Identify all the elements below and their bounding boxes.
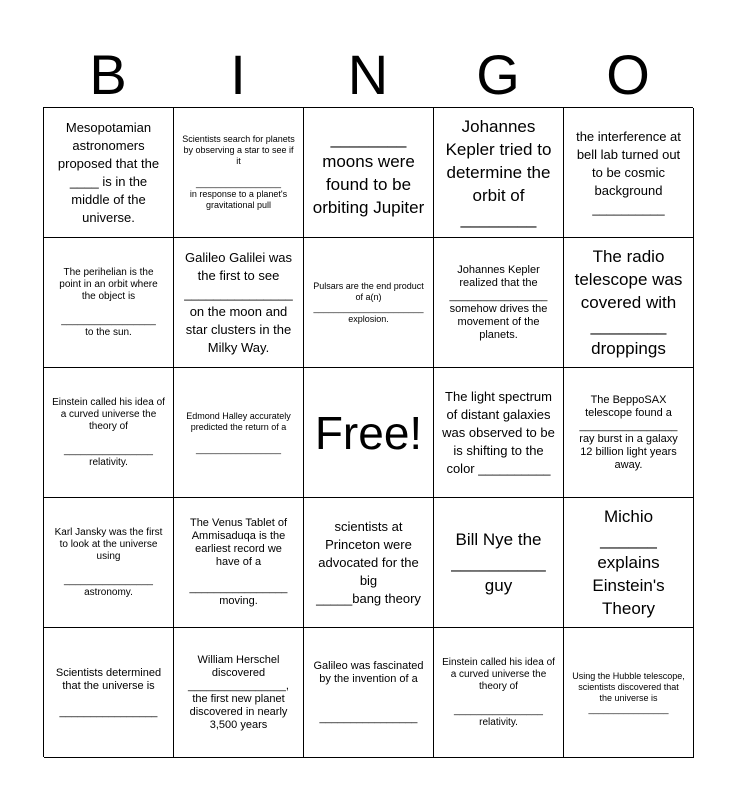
cell-text: Scientists search for planets by observing a star to see if it _________________ in response to a planet's gravitational pull <box>182 134 295 210</box>
cell-text: The radio telescope was covered with ________ droppings <box>574 247 683 358</box>
bingo-cell[interactable] <box>304 498 434 628</box>
bingo-cell[interactable] <box>304 628 434 758</box>
header-letter-b: B <box>89 43 127 106</box>
bingo-cell[interactable] <box>564 628 694 758</box>
bingo-cell[interactable] <box>44 108 174 238</box>
cell-text: The light spectrum of distant galaxies was observed to be is shifting to the color __________ <box>442 388 555 476</box>
cell-text: ________ moons were found to be orbiting Jupiter <box>312 128 425 217</box>
cell-text: Einstein called his idea of a curved universe the theory of ________________ relativity. <box>52 396 165 468</box>
bingo-cell[interactable] <box>434 238 564 368</box>
cell-text: William Herschel discovered ________________, the first new planet discovered in nearly 3,500 years <box>188 653 289 731</box>
cell-text: The Venus Tablet of Ammisaduqa is the earliest record we have of a ________________ moving. <box>189 517 288 607</box>
bingo-cell[interactable] <box>174 628 304 758</box>
bingo-cell[interactable] <box>434 498 564 628</box>
bingo-cell[interactable] <box>564 108 694 238</box>
cell-text: Karl Jansky was the first to look at the universe using ________________ astronomy. <box>54 526 163 598</box>
cell-text: The BeppoSAX telescope found a ________________ ray burst in a galaxy 12 billion light years away. <box>579 393 678 471</box>
cell-text: Using the Hubble telescope, scientists discovered that the universe is ________________ <box>572 670 685 714</box>
bingo-cell[interactable] <box>44 628 174 758</box>
cell-text: Edmond Halley accurately predicted the return of a _________________ <box>186 410 291 454</box>
cell-text: Johannes Kepler realized that the ________________ somehow drives the movement of the planets. <box>449 263 548 341</box>
bingo-cell[interactable] <box>434 368 564 498</box>
bingo-cell[interactable] <box>564 498 694 628</box>
header-letter-i: I <box>230 43 246 106</box>
bingo-cell[interactable] <box>174 108 304 238</box>
bingo-cell[interactable] <box>174 368 304 498</box>
header-letter-n: N <box>347 43 389 106</box>
cell-text: the interference at bell lab turned out to be cosmic background __________ <box>576 128 681 216</box>
bingo-cell[interactable] <box>174 498 304 628</box>
bingo-cell[interactable] <box>304 108 434 238</box>
bingo-cell[interactable] <box>304 238 434 368</box>
cell-text: Michio ______ explains Einstein's Theory <box>592 507 665 618</box>
bingo-cell[interactable] <box>434 108 564 238</box>
cell-text: scientists at Princeton were advocated for the big _____bang theory <box>316 518 421 606</box>
header-letter-o: O <box>606 43 650 106</box>
bingo-cell[interactable] <box>44 368 174 498</box>
bingo-cell[interactable] <box>434 628 564 758</box>
header-letter-g: G <box>476 43 520 106</box>
cell-text: Bill Nye the __________ guy <box>451 530 546 595</box>
cell-text: Johannes Kepler tried to determine the orbit of ________ <box>445 117 552 228</box>
free-space-text: Free! <box>314 406 423 459</box>
bingo-header <box>43 44 693 106</box>
bingo-cell[interactable] <box>44 238 174 368</box>
bingo-cell[interactable] <box>564 238 694 368</box>
bingo-cell[interactable] <box>564 368 694 498</box>
cell-text: Galileo Galilei was the first to see _______________ on the moon and star clusters in the Milky Way. <box>184 249 293 355</box>
cell-text: Mesopotamian astronomers proposed that the ____ is in the middle of the universe. <box>57 119 160 225</box>
cell-text: The perihelian is the point in an orbit where the object is _________________ to the sun. <box>59 266 158 338</box>
cell-text: Scientists determined that the universe is ________________ <box>55 666 162 718</box>
cell-text: Galileo was fascinated by the invention of a ________________ <box>313 660 424 724</box>
cell-text: Pulsars are the end product of a(n) ______________________ explosion. <box>313 280 424 324</box>
free-space[interactable] <box>304 368 434 498</box>
bingo-board <box>43 107 693 757</box>
bingo-cell[interactable] <box>44 498 174 628</box>
bingo-cell[interactable] <box>174 238 304 368</box>
cell-text: Einstein called his idea of a curved universe the theory of ________________ relativity. <box>442 656 555 728</box>
